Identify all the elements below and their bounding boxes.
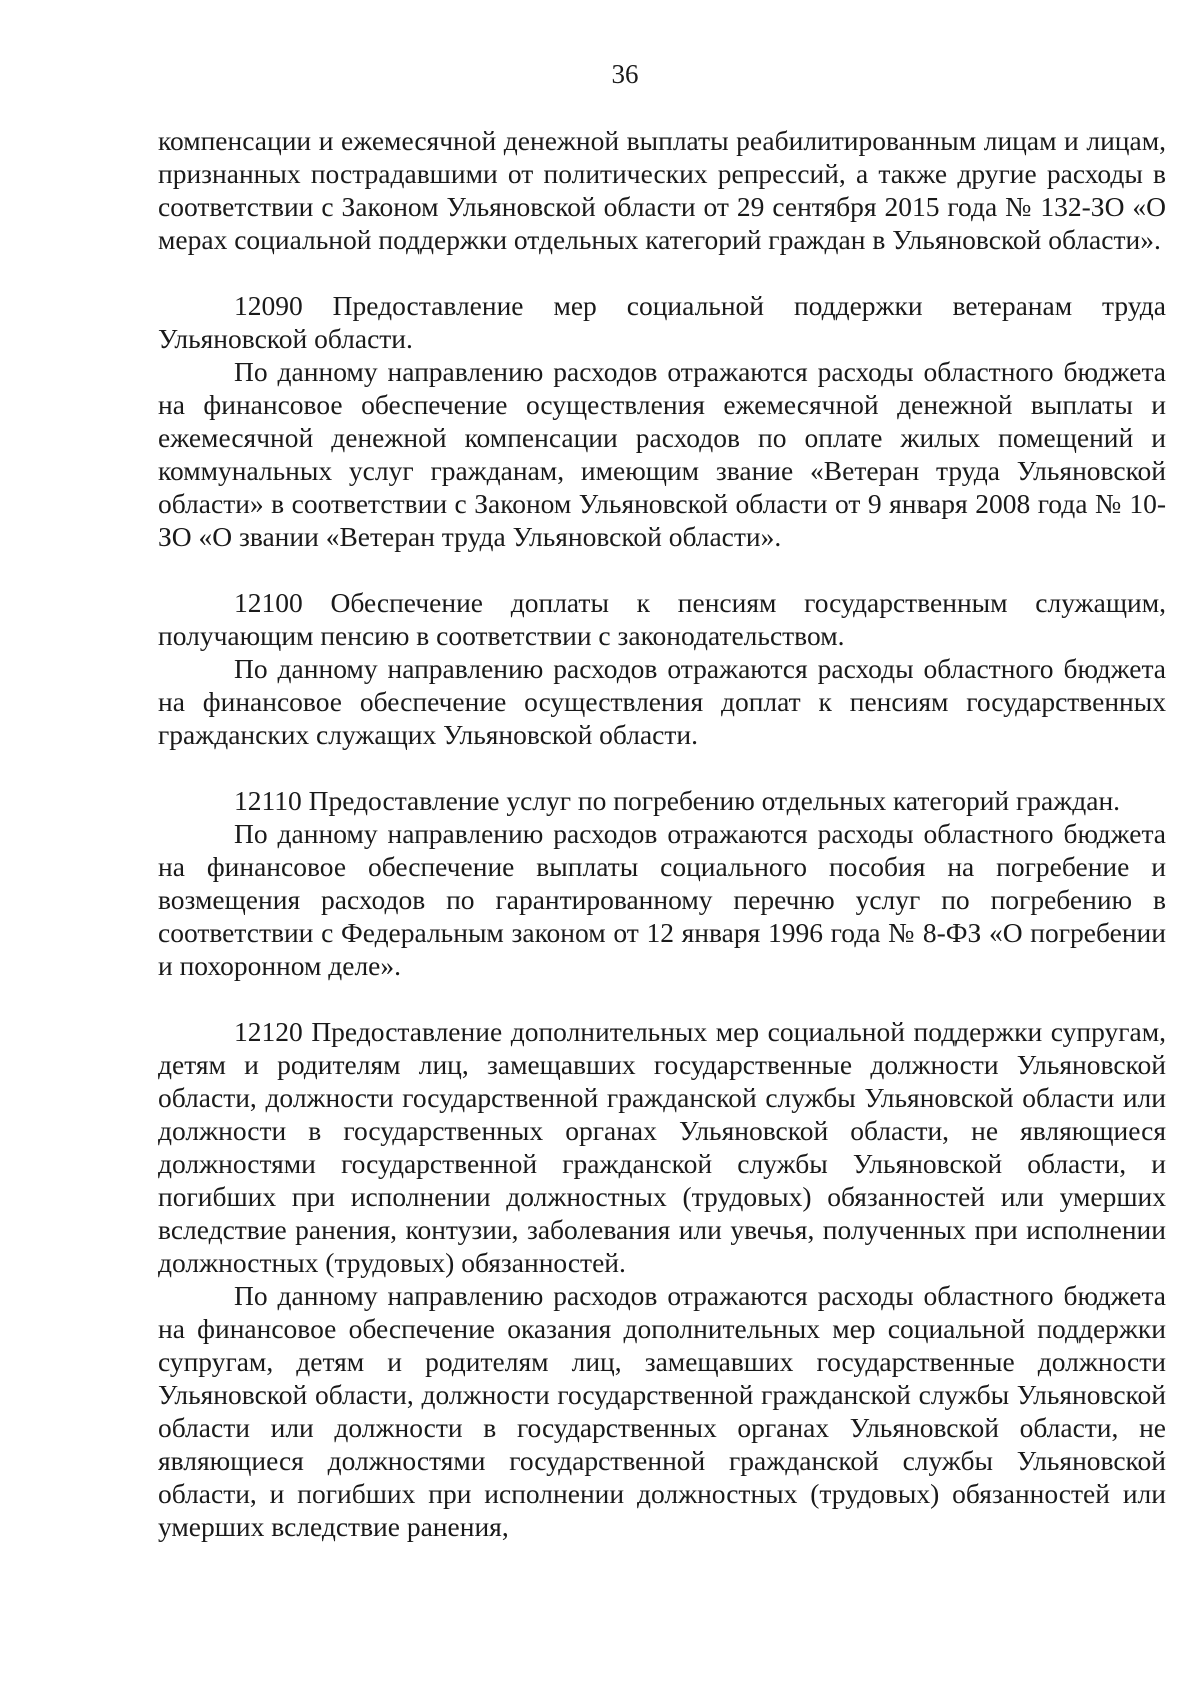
- paragraph-gap: [158, 982, 1166, 1015]
- section-12090-title: 12090 Предоставление мер социальной поддержки ветеранам труда Ульяновской области.: [158, 290, 1166, 354]
- section-12090-body: По данному направлению расходов отражаются расходы областного бюджета на финансовое обеспечение осуществления ежемесячной денежной выплаты и ежемесячной денежной компенсации расходов по оплате жилых помещений и коммунальных услуг гражданам, имеющим звание «Ветеран труда Ульяновской области» в соответствии с Законом Ульяновской области от 9 января 2008 года № 10-ЗО «О звании «Ветеран труда Ульяновской области».: [158, 356, 1166, 552]
- section-12120-body: По данному направлению расходов отражаются расходы областного бюджета на финансовое обеспечение оказания дополнительных мер социальной поддержки супругам, детям и родителям лиц, замещавших государственные должности Ульяновской области, должности государственной гражданской службы Ульяновской области или должности в государственных органах Ульяновской области, не являющиеся должностями государственной гражданской службы Ульяновской области, и погибших при исполнении должностных (трудовых) обязанностей или умерших вследствие ранения,: [158, 1280, 1166, 1542]
- page-number: 36: [611, 59, 639, 89]
- paragraph-gap: [158, 553, 1166, 586]
- section-12100-body: По данному направлению расходов отражаются расходы областного бюджета на финансовое обеспечение осуществления доплат к пенсиям государственных гражданских служащих Ульяновской области.: [158, 653, 1166, 750]
- section-12120-title: 12120 Предоставление дополнительных мер социальной поддержки супругам, детям и родителям лиц, замещавших государственные должности Ульяновской области, должности государственной гражданской службы Ульяновской области или должности в государственных органах Ульяновской области, не являющиеся должностями государственной гражданской службы Ульяновской области, и погибших при исполнении должностных (трудовых) обязанностей или умерших вследствие ранения, контузии, заболевания или увечья, полученных при исполнении должностных (трудовых) обязанностей.: [158, 1016, 1166, 1278]
- section-12100-title: 12100 Обеспечение доплаты к пенсиям государственным служащим, получающим пенсию в соответствии с законодательством.: [158, 587, 1166, 651]
- section-12110-body: По данному направлению расходов отражаются расходы областного бюджета на финансовое обеспечение выплаты социального пособия на погребение и возмещения расходов по гарантированному перечню услуг по погребению в соответствии с Федеральным законом от 12 января 1996 года № 8-ФЗ «О погребении и похоронном деле».: [158, 818, 1166, 981]
- section-12110-title: 12110 Предоставление услуг по погребению отдельных категорий граждан.: [234, 785, 1121, 816]
- document-body: [158, 124, 1166, 1543]
- paragraph-gap: [158, 256, 1166, 289]
- paragraph-continuation: компенсации и ежемесячной денежной выплаты реабилитированным лицам и лицам, признанных пострадавшими от политических репрессий, а также другие расходы в соответствии с Законом Ульяновской области от 29 сентября 2015 года № 132-ЗО «О мерах социальной поддержки отдельных категорий граждан в Ульяновской области».: [158, 125, 1166, 255]
- paragraph-gap: [158, 751, 1166, 784]
